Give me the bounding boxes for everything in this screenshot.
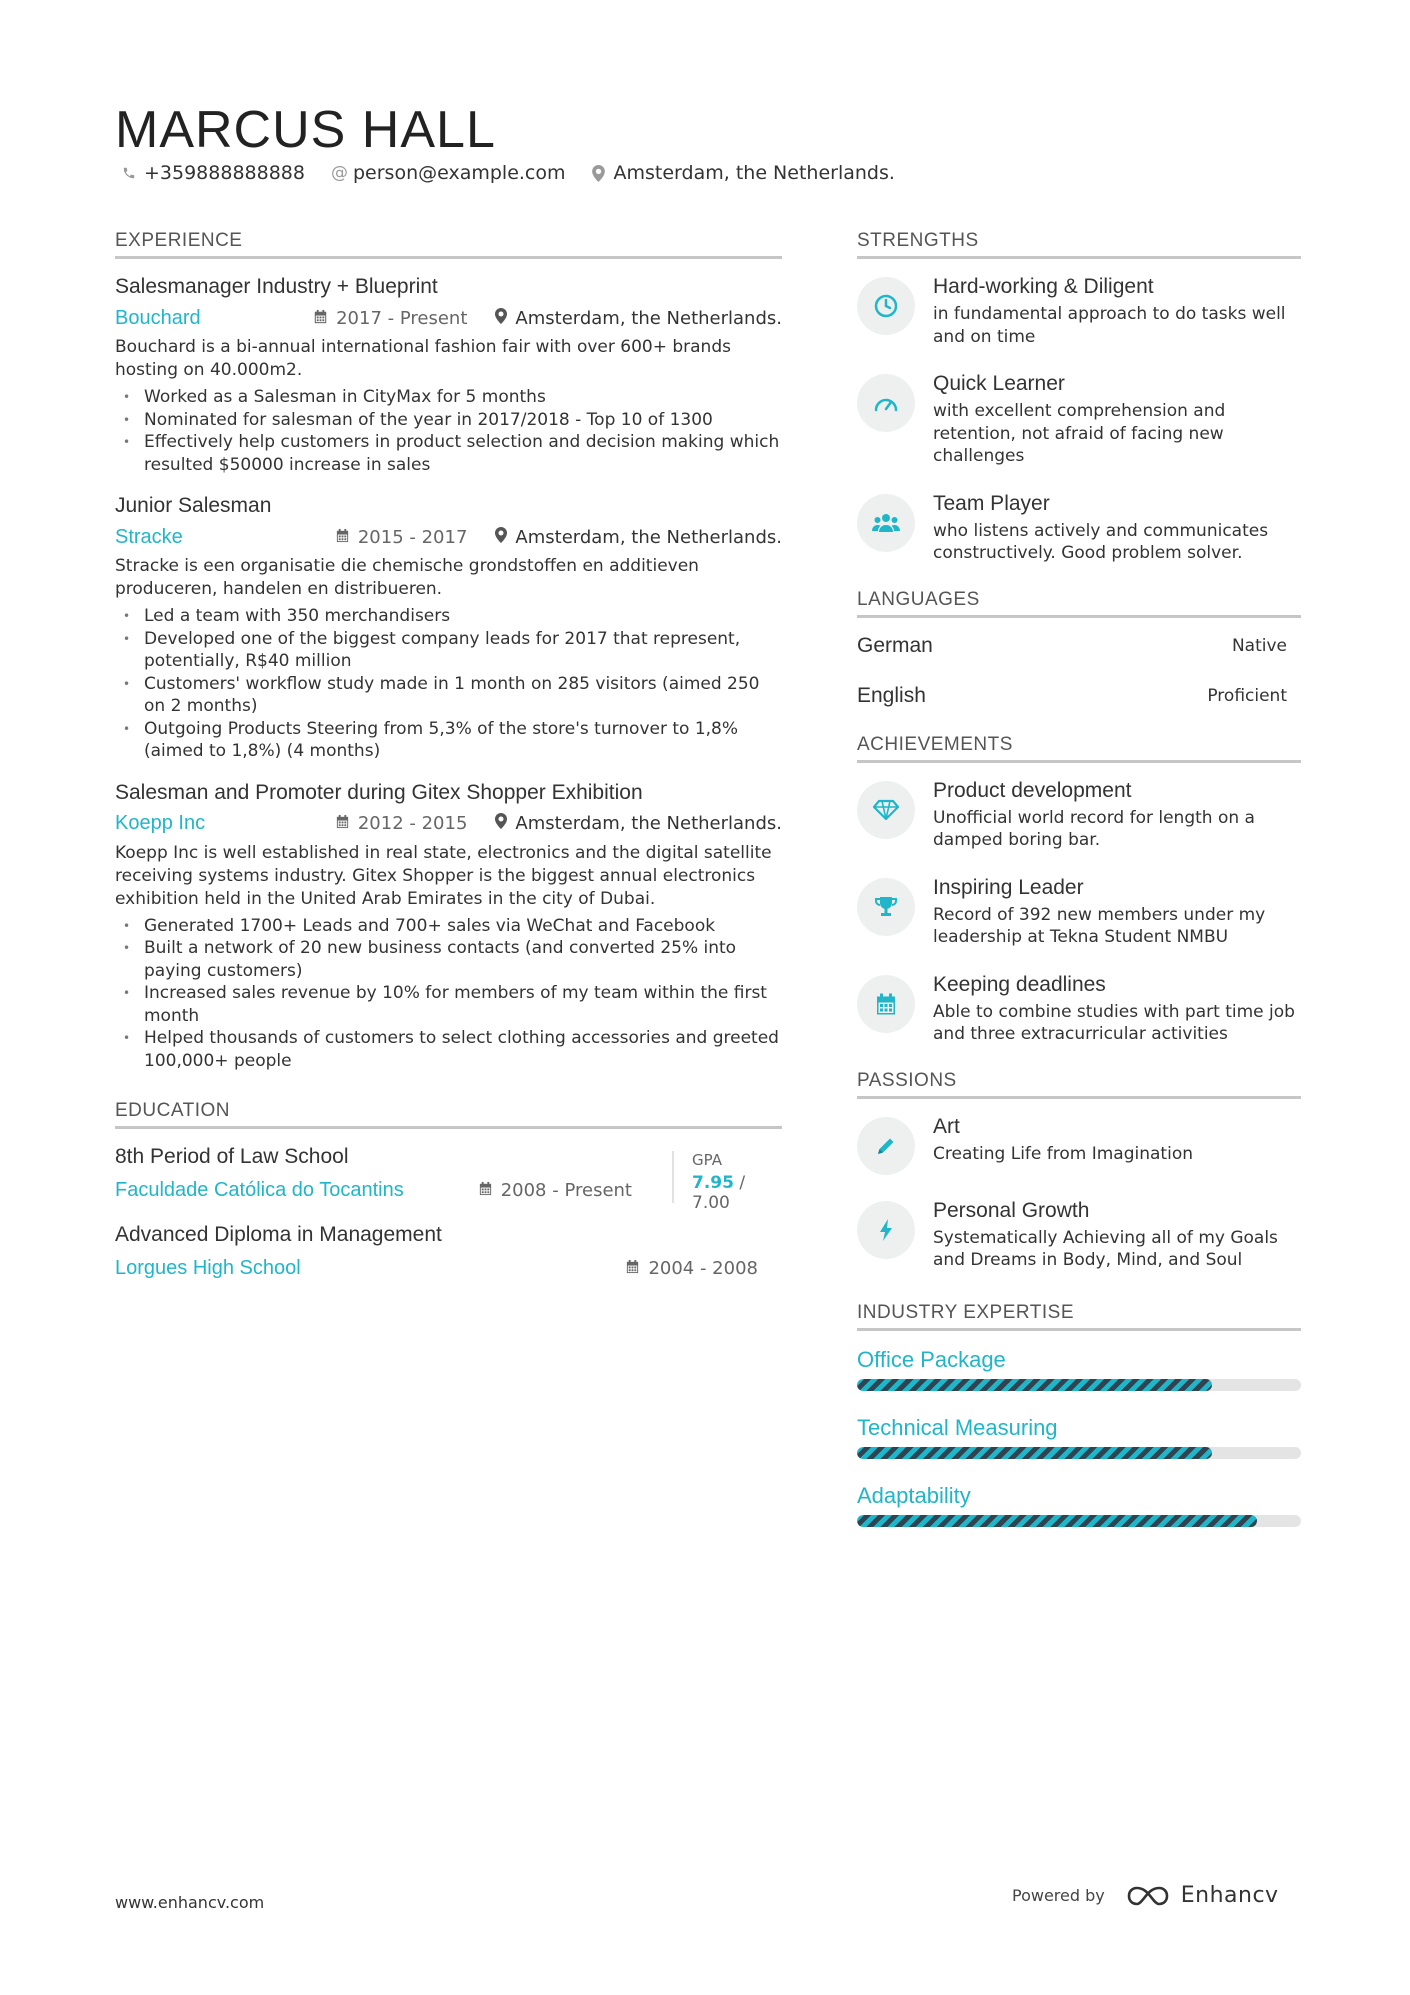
diamond-icon: [857, 781, 915, 839]
map-pin-icon: [495, 308, 507, 329]
degree-title: Advanced Diploma in Management: [115, 1223, 442, 1246]
expertise-bar-fill: [857, 1447, 1212, 1459]
languages-heading: LANGUAGES: [857, 589, 1301, 618]
job-bullets: [115, 605, 782, 763]
education-entry: [115, 1145, 782, 1213]
gpa-value: [692, 1173, 782, 1213]
calendar-icon: [313, 309, 328, 328]
expertise-bar: [857, 1447, 1301, 1459]
company-name: Stracke: [115, 525, 183, 548]
job-description: Stracke is een organisatie die chemische grondstoffen en additieven produceren, handelen en distribueren.: [115, 556, 699, 599]
passion-title: Art: [933, 1114, 960, 1138]
achievement-item: [857, 876, 1301, 949]
expertise-bar-fill: [857, 1379, 1212, 1391]
achievement-desc: Unofficial world record for length on a damped boring bar.: [933, 807, 1255, 850]
achievements-list: [857, 779, 1301, 1046]
phone-icon: [122, 166, 136, 180]
job-dates: [313, 308, 467, 329]
contact-location: [592, 162, 895, 184]
gpa-label: GPA: [692, 1151, 722, 1169]
language-level: Native: [1231, 635, 1287, 656]
passion-item: [857, 1199, 1301, 1272]
job-bullet: • Effectively help customers in product selection and decision making which resulted $50000 increase in sales: [115, 431, 782, 476]
job-meta: [115, 525, 782, 549]
job-bullet: • Worked as a Salesman in CityMax for 5 months: [115, 386, 782, 409]
education-entry: [115, 1223, 782, 1281]
calendar-icon: [625, 1258, 640, 1279]
expertise-name: Technical Measuring: [857, 1414, 1058, 1440]
job-bullet: • Helped thousands of customers to select clothing accessories and greeted 100,000+ people: [115, 1027, 782, 1072]
job-location-text: Amsterdam, the Netherlands.: [515, 813, 782, 834]
passion-desc: Creating Life from Imagination: [933, 1143, 1193, 1164]
language-name: German: [857, 633, 933, 657]
gpa-max: / 7.00: [692, 1173, 746, 1213]
job-bullet: • Outgoing Products Steering from 5,3% of the store's turnover to 1,8% (aimed to 1,8%) (4 months): [115, 718, 782, 763]
right-column: [857, 230, 1301, 1551]
strength-item: [857, 492, 1301, 565]
job-dates: [335, 527, 468, 548]
strengths-list: [857, 275, 1301, 565]
job-description: Bouchard is a bi-annual international fashion fair with over 600+ brands hosting on 40.000m2.: [115, 337, 731, 380]
expertise-name: Adaptability: [857, 1482, 971, 1508]
job-bullet: • Built a network of 20 new business contacts (and converted 25% into paying customers): [115, 937, 782, 982]
map-pin-icon: [592, 165, 606, 182]
expertise-item: [857, 1347, 1301, 1391]
job-location: [495, 527, 782, 548]
job-title: Junior Salesman: [115, 494, 272, 517]
job-entry: [115, 275, 782, 476]
at-icon: @: [330, 163, 348, 183]
job-bullet: • Generated 1700+ Leads and 700+ sales via WeChat and Facebook: [115, 915, 782, 938]
achievement-item: [857, 973, 1301, 1046]
language-name: English: [857, 683, 926, 707]
job-title: Salesman and Promoter during Gitex Shopper Exhibition: [115, 780, 643, 804]
job-location: [495, 308, 782, 329]
footer-branding: [1012, 1883, 1279, 1908]
achievement-item: [857, 779, 1301, 852]
job-entry: [115, 494, 782, 763]
enhancv-logo[interactable]: [1125, 1883, 1279, 1908]
job-bullets: [115, 386, 782, 476]
expertise-bar: [857, 1515, 1301, 1527]
education-dates-text: 2008 - Present: [500, 1179, 632, 1201]
passion-item: [857, 1115, 1301, 1175]
clock-icon: [857, 277, 915, 335]
school-name: Faculdade Católica do Tocantins: [115, 1178, 404, 1201]
calendar-icon: [478, 1180, 493, 1201]
strength-title: Team Player: [933, 491, 1050, 515]
infinity-icon: [1125, 1884, 1171, 1908]
pencil-icon: [857, 1117, 915, 1175]
bolt-icon: [857, 1201, 915, 1259]
powered-by-text: Powered by: [1012, 1886, 1105, 1905]
job-dates-text: 2017 - Present: [336, 307, 468, 329]
strength-title: Quick Learner: [933, 372, 1065, 395]
languages-list: [857, 634, 1301, 708]
company-name: Koepp Inc: [115, 812, 206, 834]
achievement-title: Product development: [933, 778, 1132, 802]
speedometer-icon: [857, 374, 915, 432]
achievement-title: Keeping deadlines: [933, 972, 1106, 996]
education-dates: [625, 1258, 758, 1279]
job-bullet: • Nominated for salesman of the year in 2017/2018 - Top 10 of 1300: [115, 409, 782, 432]
expertise-item: [857, 1415, 1301, 1459]
strength-desc: with excellent comprehension and retention, not afraid of facing new challenges: [933, 401, 1226, 466]
job-dates: [335, 813, 468, 834]
strength-desc: who listens actively and communicates constructively. Good problem solver.: [933, 520, 1269, 563]
job-title: Salesmanager Industry + Blueprint: [115, 275, 438, 298]
passion-title: Personal Growth: [933, 1198, 1090, 1222]
passions-list: [857, 1115, 1301, 1272]
phone-text: +359888888888: [144, 162, 305, 184]
job-description: Koepp Inc is well established in real state, electronics and the digital satellite receiving systems industry. Gitex Shopper is the biggest annual electronics exhibition held in the United Arab Emirates in the city of Dubai.: [115, 842, 772, 909]
map-pin-icon: [495, 813, 507, 834]
company-name: Bouchard: [115, 306, 201, 329]
calendar-icon: [335, 814, 350, 833]
strength-desc: in fundamental approach to do tasks well and on time: [933, 304, 1286, 347]
passion-desc: Systematically Achieving all of my Goals and Dreams in Body, Mind, and Soul: [933, 1227, 1278, 1270]
education-meta: [115, 1255, 782, 1281]
contact-phone: [122, 162, 305, 184]
trophy-icon: [857, 878, 915, 936]
expertise-bar-fill: [857, 1515, 1257, 1527]
calendar-icon: [857, 975, 915, 1033]
location-text: Amsterdam, the Netherlands.: [613, 162, 895, 184]
job-meta: [115, 812, 782, 836]
strengths-heading: STRENGTHS: [857, 230, 1301, 259]
degree-title: 8th Period of Law School: [115, 1145, 349, 1168]
expertise-bar: [857, 1379, 1301, 1391]
contact-email: [331, 162, 566, 184]
passions-heading: PASSIONS: [857, 1070, 1301, 1099]
language-level: Proficient: [1207, 685, 1287, 706]
expertise-list: [857, 1347, 1301, 1527]
job-dates-text: 2012 - 2015: [357, 813, 468, 834]
strength-item: [857, 275, 1301, 348]
job-bullet: • Developed one of the biggest company leads for 2017 that represent, potentially, R$40 million: [115, 628, 782, 673]
left-column: [115, 230, 782, 1301]
job-dates-text: 2015 - 2017: [357, 526, 468, 548]
calendar-icon: [335, 528, 350, 547]
education-section: [115, 1100, 782, 1281]
job-location: [495, 813, 782, 834]
experience-heading: EXPERIENCE: [115, 230, 782, 259]
job-entry: [115, 781, 782, 1073]
job-bullet: • Increased sales revenue by 10% for members of my team within the first month: [115, 982, 782, 1027]
job-meta: [115, 306, 782, 330]
language-item: [857, 684, 1301, 708]
education-dates-text: 2004 - 2008: [648, 1257, 758, 1279]
job-location-text: Amsterdam, the Netherlands.: [515, 526, 782, 548]
strength-title: Hard-working & Diligent: [933, 275, 1154, 298]
achievement-desc: Able to combine studies with part time job and three extracurricular activities: [933, 1001, 1295, 1044]
education-dates: [478, 1180, 632, 1201]
gpa-score: 7.95: [692, 1173, 734, 1193]
contact-bar: [122, 162, 895, 184]
map-pin-icon: [495, 527, 507, 548]
job-location-text: Amsterdam, the Netherlands.: [515, 307, 782, 329]
achievement-title: Inspiring Leader: [933, 875, 1084, 899]
achievement-desc: Record of 392 new members under my leadership at Tekna Student NMBU: [933, 904, 1266, 947]
education-heading: EDUCATION: [115, 1100, 782, 1129]
job-bullet: • Led a team with 350 merchandisers: [115, 605, 782, 628]
users-icon: [857, 494, 915, 552]
expertise-name: Office Package: [857, 1346, 1006, 1372]
language-item: [857, 634, 1301, 658]
school-name: Lorgues High School: [115, 1256, 301, 1279]
footer-website[interactable]: www.enhancv.com: [115, 1893, 265, 1912]
gpa-box: [672, 1151, 782, 1213]
email-text: person@example.com: [352, 162, 566, 184]
achievements-heading: ACHIEVEMENTS: [857, 734, 1301, 763]
strength-item: [857, 372, 1301, 468]
expertise-item: [857, 1483, 1301, 1527]
job-bullet: • Customers' workflow study made in 1 month on 285 visitors (aimed 250 on 2 months): [115, 673, 782, 718]
job-bullets: [115, 915, 782, 1073]
brand-name: Enhancv: [1180, 1883, 1279, 1908]
expertise-heading: INDUSTRY EXPERTISE: [857, 1302, 1301, 1331]
candidate-name: MARCUS HALL: [115, 101, 496, 159]
